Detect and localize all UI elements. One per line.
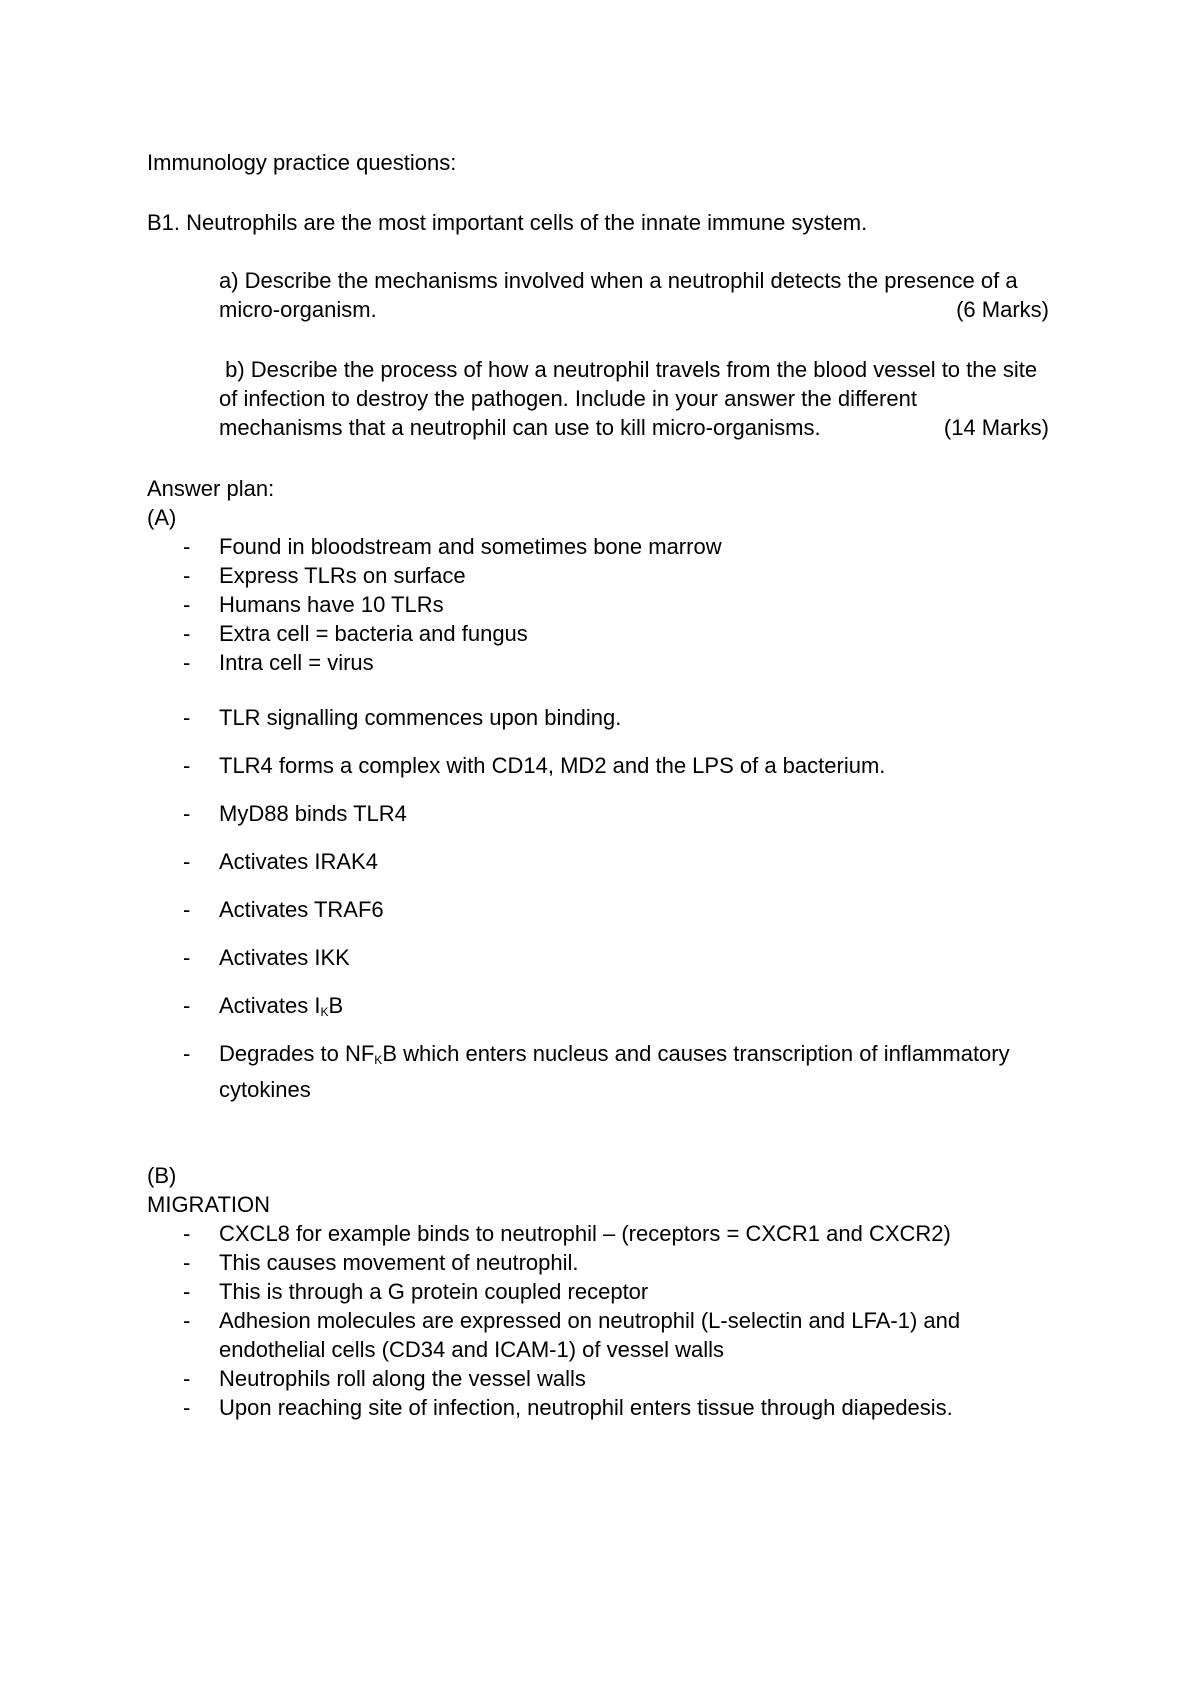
part-a-line-2: micro-organism. — [219, 297, 377, 322]
part-b-line-2: of infection to destroy the pathogen. Include in your answer the different — [219, 386, 917, 411]
document-page: Immunology practice questions: B1. Neutrophils are the most important cells of the innate immune system. a) Describe the mechanisms involved when a neutrophil detects the presence of a micro-organism. (6 Marks) b) Describe the process of how a neutrophil travels from the blood vessel to the site of infection to destroy the pathogen. Include in your answer the different mechanisms that a neutrophil can use to kill micro-organisms. (14 Marks) Answer plan: (A) - Found in bloodstream and sometimes bone marrow - Express TLRs on surface - Humans have 10 TLRs - Extra cell = bacteria and fungus - Intra cell = virus - TLR signalling commences upon binding. - TLR4 forms a complex with CD14, MD2 and the LPS of a bacterium. - MyD88 binds TLR4 - Activates IRAK4 - Activates TRAF6 - Activates IKK - Activates $I_KB$ - Degrades to $NF_KB$ which enters nucleus and causes transcription of inflammatory cytokines (B) MIGRATION - CXCL8 for example binds to neutrophil – (receptors = CXCR1 and CXCR2) - This causes movement of neutrophil. - This is through a G protein coupled receptor - Adhesion molecules are expressed on neutrophil (L-selectin and LFA-1) and endothelial cells (CD34 and ICAM-1) of vessel walls - Neutrophils roll along the vessel walls - Upon reaching site of infection, neutrophil enters tissue through diapedesis. — [147, 150, 1049, 1420]
question-part-a — [219, 266, 1049, 324]
question-part-b — [219, 355, 1049, 442]
question-b1: B1. Neutrophils are the most important cells of the innate immune system. — [147, 210, 868, 235]
part-a-marks: (6 Marks) — [956, 297, 1049, 322]
section-b-label: (B) — [147, 1163, 177, 1188]
part-b-marks: (14 Marks) — [943, 415, 1049, 440]
document-heading: Immunology practice questions: — [147, 150, 457, 175]
part-a-line-1: a) Describe the mechanisms involved when a neutrophil detects the presence of a — [219, 268, 1018, 293]
part-b-line-3: mechanisms that a neutrophil can use to kill micro-organisms. — [219, 415, 821, 440]
part-b-line-1: b) Describe the process of how a neutrophil travels from the blood vessel to the site — [219, 357, 1038, 382]
section-a-label: (A) — [147, 505, 177, 530]
answer-plan-title: Answer plan: — [147, 476, 275, 501]
section-b-heading: MIGRATION — [147, 1192, 271, 1217]
